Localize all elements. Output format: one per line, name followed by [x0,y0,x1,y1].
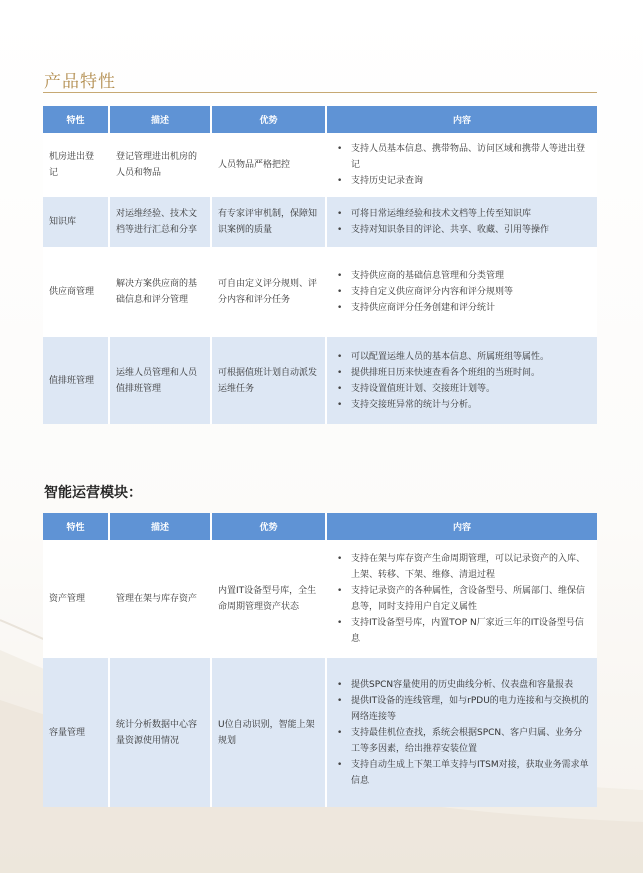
content-cell [326,657,597,807]
feature-cell: 知识库 [43,196,109,248]
description-cell: 解决方案供应商的基础信息和评分管理 [109,248,211,336]
content-cell [326,196,597,248]
product-features-table [43,106,597,424]
list-item: • 支持记录资产的各种属性，含设备型号、所属部门、维保信息等，同时支持用户自定义属性 [347,583,591,615]
table-row [43,657,597,807]
content-cell [326,541,597,657]
list-item: • 可将日常运维经验和技术文档等上传至知识库 [347,206,591,222]
advantage-cell: 可根据值班计划自动派发运维任务 [211,336,326,424]
list-item: • 支持自定义供应商评分内容和评分规则等 [347,284,591,300]
list-item: • 支持交接班异常的统计与分析。 [347,397,591,413]
table-row [43,134,597,196]
description-cell: 对运维经验、技术文档等进行汇总和分享 [109,196,211,248]
feature-cell: 供应商管理 [43,248,109,336]
list-item: • 支持最佳机位查找，系统会根据SPCN、客户归属、业务分工等多因素，给出推荐安装位置 [347,725,591,757]
list-item: • 支持设置值班计划、交接班计划等。 [347,381,591,397]
smart-operations-table [43,513,597,807]
list-item: • 支持人员基本信息、携带物品、访问区域和携带人等进出登记 [347,141,591,173]
feature-cell: 值排班管理 [43,336,109,424]
list-item: • 支持在架与库存资产生命周期管理，可以记录资产的入库、上架、转移、下架、维修、清退过程 [347,551,591,583]
header-advantage: 优势 [211,106,326,134]
advantage-cell: U位自动识别，智能上架规划 [211,657,326,807]
header-description: 描述 [109,513,211,541]
table-row [43,541,597,657]
list-item: • 提供排班日历来快速查看各个班组的当班时间。 [347,365,591,381]
advantage-cell: 人员物品严格把控 [211,134,326,196]
advantage-cell: 内置IT设备型号库，全生命周期管理资产状态 [211,541,326,657]
list-item: • 提供SPCN容量使用的历史曲线分析、仪表盘和容量报表 [347,677,591,693]
feature-cell: 机房进出登记 [43,134,109,196]
list-item: • 支持IT设备型号库，内置TOP N厂家近三年的IT设备型号信息 [347,615,591,647]
section-title-product-features: 产品特性 [44,72,116,92]
advantage-cell: 有专家评审机制，保障知识案例的质量 [211,196,326,248]
advantage-cell: 可自由定义评分规则、评分内容和评分任务 [211,248,326,336]
list-item: • 支持历史记录查询 [347,173,591,189]
header-description: 描述 [109,106,211,134]
feature-cell: 容量管理 [43,657,109,807]
header-feature: 特性 [43,513,109,541]
header-content: 内容 [326,513,597,541]
table-header-row [43,106,597,134]
content-cell [326,336,597,424]
list-item: • 支持自动生成上下架工单支持与ITSM对接，获取业务需求单信息 [347,757,591,789]
table-row [43,196,597,248]
list-item: • 提供IT设备的连线管理，如与rPDU的电力连接和与交换机的网络连接等 [347,693,591,725]
content-cell [326,134,597,196]
feature-cell: 资产管理 [43,541,109,657]
list-item: • 支持供应商的基础信息管理和分类管理 [347,268,591,284]
description-cell: 管理在架与库存资产 [109,541,211,657]
table-row [43,336,597,424]
description-cell: 登记管理进出机房的人员和物品 [109,134,211,196]
list-item: • 支持供应商评分任务创建和评分统计 [347,300,591,316]
content-cell [326,248,597,336]
description-cell: 统计分析数据中心容量资源使用情况 [109,657,211,807]
header-advantage: 优势 [211,513,326,541]
table-row [43,248,597,336]
header-feature: 特性 [43,106,109,134]
description-cell: 运维人员管理和人员值排班管理 [109,336,211,424]
section-title-smart-operations: 智能运营模块： [44,485,142,501]
section-divider [43,92,597,93]
list-item: • 支持对知识条目的评论、共享、收藏、引用等操作 [347,222,591,238]
list-item: • 可以配置运维人员的基本信息、所属班组等属性。 [347,349,591,365]
header-content: 内容 [326,106,597,134]
table-header-row [43,513,597,541]
